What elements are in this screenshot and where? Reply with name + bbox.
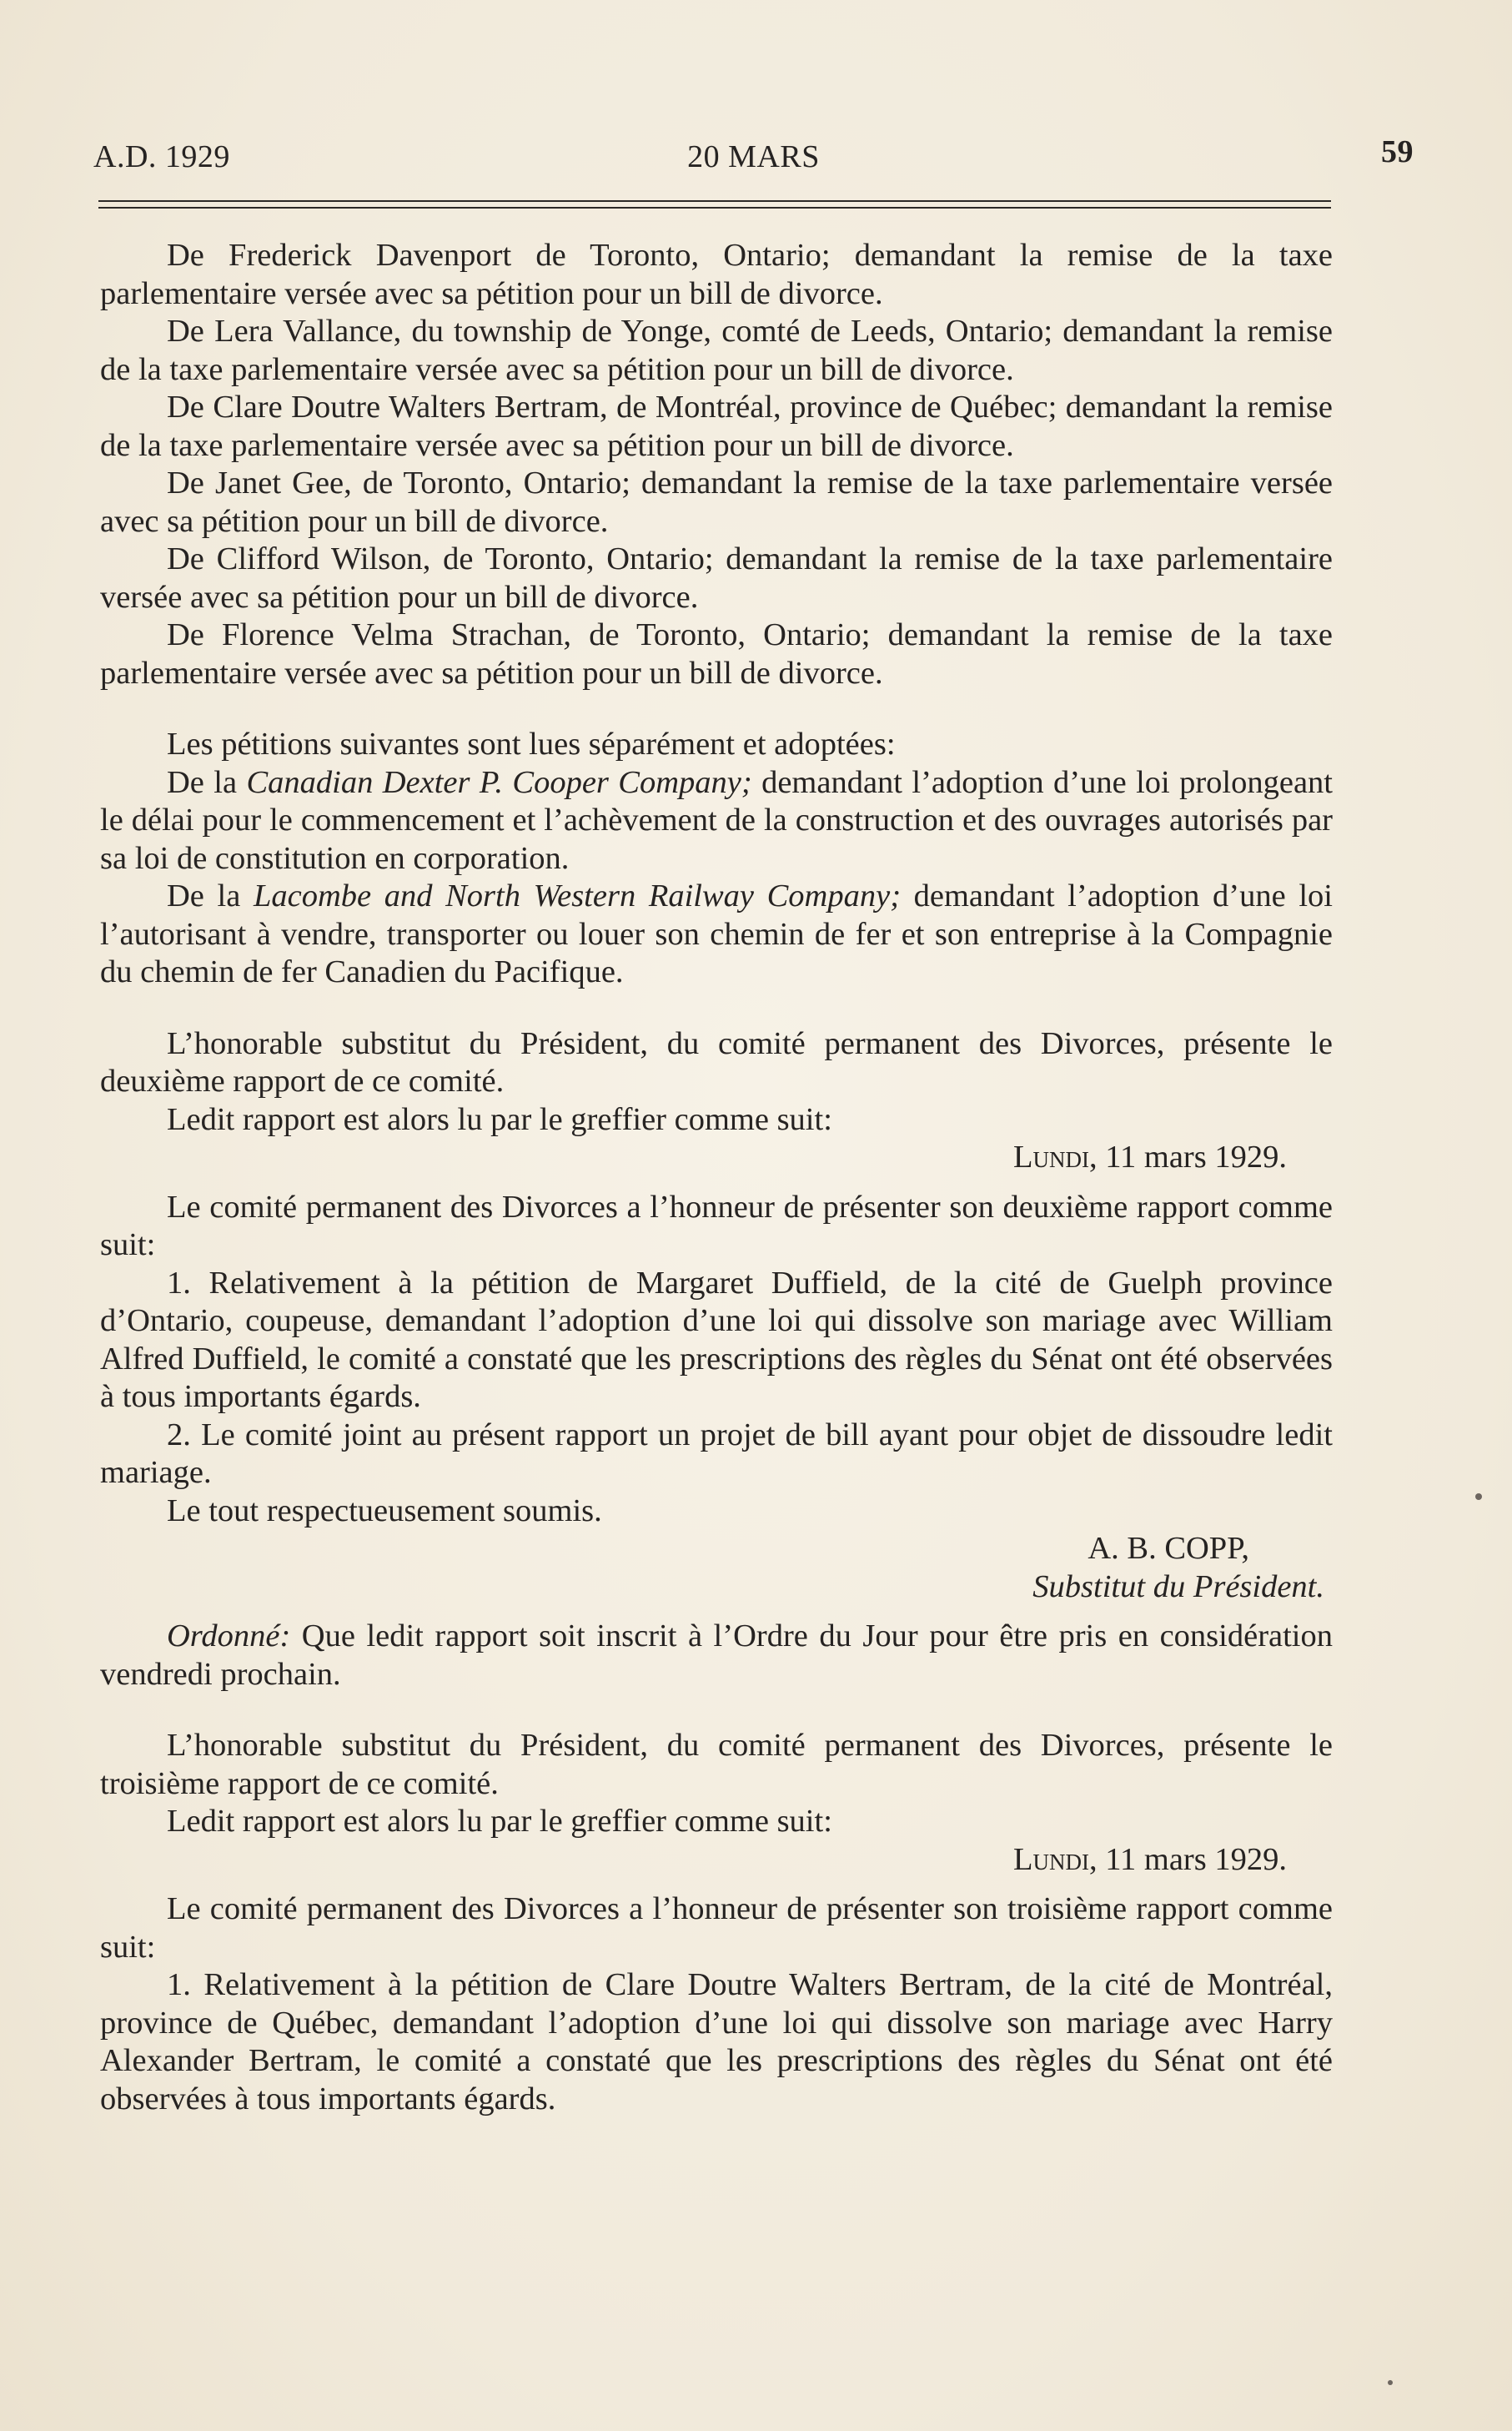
petition-remise-6: De Florence Velma Strachan, de Toronto, Ontario; demandant la remise de la taxe parlementaire versée avec sa pétition pour un bill de divorce. [100,617,1333,691]
report2-order-text: Que ledit rapport soit inscrit à l’Ordre du Jour pour être pris en considération vendredi prochain. [100,1618,1333,1692]
report3-date [100,1841,1333,1880]
petition-remise-3: De Clare Doutre Walters Bertram, de Montréal, province de Québec; demandant la remise de la taxe parlementaire versée avec sa pétition pour un bill de divorce. [100,390,1333,463]
petition-lacombe-company: Lacombe and North Western Railway Company; [253,878,902,914]
petition-lacombe-post: demandant l’adoption d’une loi l’autorisant à vendre, transporter ou louer son chemin de fer et son entreprise à la Compagnie du chemin de fer Canadien du Pacifique. [100,878,1333,989]
report3-item-1: 1. Relativement à la pétition de Clare Doutre Walters Bertram, de la cité de Montréal, province de Québec, demandant l’adoption d’une loi qui dissolve son mariage avec Harry Alexander Bertram, le comité a constaté que les prescriptions des règles du Sénat ont été observées à tous importants égards. [100,1967,1333,2116]
report3-date-rest: 11 mars 1929. [1097,1841,1287,1877]
header-rule-bottom [98,207,1331,209]
report2-order-label: Ordonné: [167,1618,291,1653]
report2-signature-title [100,1568,1333,1607]
report2-date-rest: 11 mars 1929. [1097,1140,1287,1175]
header-year: A.D. 1929 [93,139,230,174]
spacer [100,992,1333,1025]
petition-lacombe [100,878,1333,992]
petition-lacombe-pre: De la [167,878,254,914]
spacer [100,1879,1333,1890]
report3-read: Ledit rapport est alors lu par le greffier comme suit: [167,1804,832,1839]
report2-intro: Le comité permanent des Divorces a l’honneur de présenter son deuxième rapport comme suit: [100,1189,1333,1262]
spacer [100,1177,1333,1189]
petition-dexter-pre: De la [167,764,247,800]
report2-closing: Le tout respectueusement soumis. [167,1492,602,1528]
report2-read: Ledit rapport est alors lu par le greffier comme suit: [167,1101,832,1137]
report3-intro: Le comité permanent des Divorces a l’honneur de présenter son troisième rapport comme suit: [100,1891,1333,1965]
report2-order [100,1618,1333,1694]
petition-dexter-company: Canadian Dexter P. Cooper Company; [246,764,752,800]
document-body [100,237,1333,2118]
petition-dexter [100,764,1333,878]
print-speck [1475,1493,1482,1500]
report2-presents: L’honorable substitut du Président, du comité permanent des Divorces, présente le deuxième rapport de ce comité. [100,1025,1333,1099]
petition-remise-5: De Clifford Wilson, de Toronto, Ontario; demandant la remise de la taxe parlementaire versée avec sa pétition pour un bill de divorce. [100,541,1333,615]
petition-dexter-post: demandant l’adoption d’une loi prolongeant le délai pour le commencement et l’achèvement de la construction et des ouvrages autorisés par sa loi de constitution en corporation. [100,764,1333,876]
report2-item-1: 1. Relativement à la pétition de Margaret Duffield, de la cité de Guelph province d’Ontario, coupeuse, demandant l’adoption d’une loi qui dissolve son mariage avec William Alfred Duffield, le comité a constaté que les prescriptions des règles du Sénat ont été observées à tous importants égards. [100,1265,1333,1414]
petition-remise-2: De Lera Vallance, du township de Yonge, comté de Leeds, Ontario; demandant la remise de la taxe parlementaire versée avec sa pétition pour un bill de divorce. [100,314,1333,387]
spacer [100,692,1333,726]
header-date: 20 MARS [687,139,820,174]
report2-signature-title-text: Substitut du Président. [1032,1568,1324,1604]
header-rule-top [98,200,1331,202]
page-number: 59 [1381,134,1414,169]
petitions-intro: Les pétitions suivantes sont lues séparément et adoptées: [167,727,896,762]
report2-date [100,1139,1333,1177]
report2-signature: A. B. COPP, [1088,1531,1249,1566]
page-header [93,134,1414,189]
spacer [100,1606,1333,1618]
report3-date-day: Lundi, [1012,1841,1098,1877]
report2-date-day: Lundi, [1012,1140,1098,1175]
petition-remise-4: De Janet Gee, de Toronto, Ontario; demandant la remise de la taxe parlementaire versée avec sa pétition pour un bill de divorce. [100,466,1333,539]
spacer [100,1694,1333,1727]
report3-presents: L’honorable substitut du Président, du comité permanent des Divorces, présente le troisième rapport de ce comité. [100,1728,1333,1801]
petition-remise-1: De Frederick Davenport de Toronto, Ontario; demandant la remise de la taxe parlementaire versée avec sa pétition pour un bill de divorce. [100,238,1333,311]
print-speck [1388,2380,1393,2385]
report2-item-2: 2. Le comité joint au présent rapport un projet de bill ayant pour objet de dissoudre ledit mariage. [100,1417,1333,1490]
